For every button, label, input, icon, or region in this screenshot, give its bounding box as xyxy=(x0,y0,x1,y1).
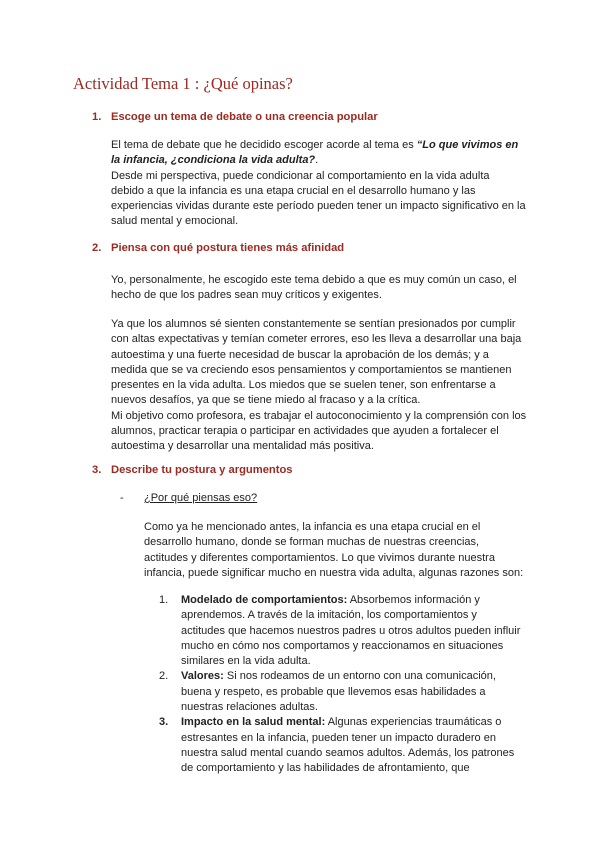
text-run: Algunas experiencias traumáticas o xyxy=(325,716,502,729)
section-heading-1 xyxy=(92,111,378,123)
section-title: Escoge un tema de debate o una creencia popular xyxy=(111,111,378,123)
paragraph-line: aprendemos. A través de la imitación, los comportamientos y xyxy=(181,609,477,622)
reason-title: Impacto en la salud mental: xyxy=(181,716,326,729)
paragraph-line: con altas expectativas y temían cometer errores, eso les lleva a desarrollar una baja xyxy=(111,333,522,346)
section-2-paragraph-1 xyxy=(111,273,517,304)
paragraph-line xyxy=(181,669,520,684)
paragraph-line: estresantes en la infancia, pueden tener un impacto duradero en xyxy=(181,731,496,744)
paragraph-line: desarrollo humano, donde se forman muchas de nuestras creencias, xyxy=(144,536,480,549)
paragraph-line: buena y respeto, es probable que llevemos esas habilidades a xyxy=(181,685,486,698)
text-run: . xyxy=(315,154,319,167)
paragraph-line: alumnos, practicar terapia o participar en actividades que ayuden a fortalecer el xyxy=(111,425,499,438)
list-number: 3. xyxy=(159,716,169,729)
paragraph-line: nuestra salud mental cuando seamos adultos. Además, los patrones xyxy=(181,746,515,759)
paragraph-line: autoestima y desarrollar una mentalidad más positiva. xyxy=(111,440,374,453)
section-number: 2. xyxy=(92,242,102,254)
paragraph-line: Como ya he mencionado antes, la infancia es una etapa crucial en el xyxy=(144,521,481,533)
bullet-item xyxy=(120,492,257,504)
paragraph-line: experiencias vividas durante este período pueden tener un impacto significativo en la xyxy=(111,200,526,213)
bullet-question: ¿Por qué piensas eso? xyxy=(144,492,258,504)
reason-item xyxy=(159,715,520,776)
paragraph-line: infancia, puede significar mucho en nuestra vida adulta, algunas razones son: xyxy=(144,566,524,579)
paragraph-line: mucho en cómo nos comportamos y reaccionamos en situaciones xyxy=(181,639,504,652)
section-heading-3 xyxy=(92,464,293,476)
section-title: Describe tu postura y argumentos xyxy=(111,464,293,476)
section-heading-2 xyxy=(92,242,344,254)
text-run: El tema de debate que he decidido escoger acorde al tema es xyxy=(111,139,417,151)
paragraph-line: Desde mi perspectiva, puede condicionar al comportamiento en la vida adulta xyxy=(111,169,490,182)
section-3-intro-paragraph xyxy=(144,520,523,581)
paragraph-line: similares en la vida adulta. xyxy=(181,655,311,668)
paragraph-line: Mi objetivo como profesora, es trabajar el autoconocimiento y la comprensión con los xyxy=(111,409,527,422)
text-run: Si nos rodeamos de un entorno con una comunicación, xyxy=(223,670,496,683)
paragraph-line: Yo, personalmente, he escogido este tema debido a que es muy común un caso, el xyxy=(111,274,517,286)
bold-quote: la infancia, ¿condiciona la vida adulta? xyxy=(111,154,316,167)
section-number: 3. xyxy=(92,464,102,476)
text-run: Absorbemos información y xyxy=(347,594,480,606)
list-number: 1. xyxy=(159,594,169,606)
section-number: 1. xyxy=(92,111,102,123)
page-title: Actividad Tema 1 : ¿Qué opinas? xyxy=(73,74,293,93)
paragraph-line: autoestima y una fuerte necesidad de buscar la aprobación de los demás; y a xyxy=(111,348,489,361)
reason-item xyxy=(159,669,520,715)
reason-title: Valores: xyxy=(181,670,224,683)
reasons-list xyxy=(159,593,520,777)
paragraph-line: actitudes que hacemos nuestros padres u otros adultos pueden influir xyxy=(181,624,521,637)
paragraph-line: debido a que la infancia es una etapa crucial en el desarrollo humano y las xyxy=(111,184,476,197)
paragraph-line: salud mental y emocional. xyxy=(111,215,239,228)
paragraph-line: Ya que los alumnos sé sienten constantemente se sentían presionados por cumplir xyxy=(111,318,516,330)
paragraph-line: nuevos desafíos, ya que se tiene miedo al fracaso y a la crítica. xyxy=(111,394,421,407)
reason-title: Modelado de comportamientos: xyxy=(181,594,348,606)
paragraph-line xyxy=(181,715,520,730)
paragraph-line: hecho de que los padres sean muy críticos y exigentes. xyxy=(111,289,382,302)
section-2-paragraph-2 xyxy=(111,317,526,455)
bold-quote: “Lo que vivimos en xyxy=(416,139,519,151)
paragraph-line: medida que se va creciendo esos pensamientos y comportamientos se mantienen xyxy=(111,363,512,376)
paragraph-line: actitudes y diferentes comportamientos. Lo que vivimos durante nuestra xyxy=(144,551,495,564)
section-1-paragraph xyxy=(111,138,526,230)
section-title: Piensa con qué postura tienes más afinidad xyxy=(111,242,345,254)
paragraph-line: presentes en la vida adulta. Los miedos que se suelen tener, son enfrentarse a xyxy=(111,379,496,392)
bullet-dash: - xyxy=(120,492,124,504)
paragraph-line xyxy=(111,153,526,168)
paragraph-line xyxy=(181,593,520,608)
paragraph-line: nuestras relaciones adultas. xyxy=(181,701,318,714)
paragraph-line xyxy=(111,138,526,153)
paragraph-line: de comportamiento y las habilidades de afrontamiento, que xyxy=(181,762,470,775)
reason-item xyxy=(159,593,520,669)
list-number: 2. xyxy=(159,670,169,683)
